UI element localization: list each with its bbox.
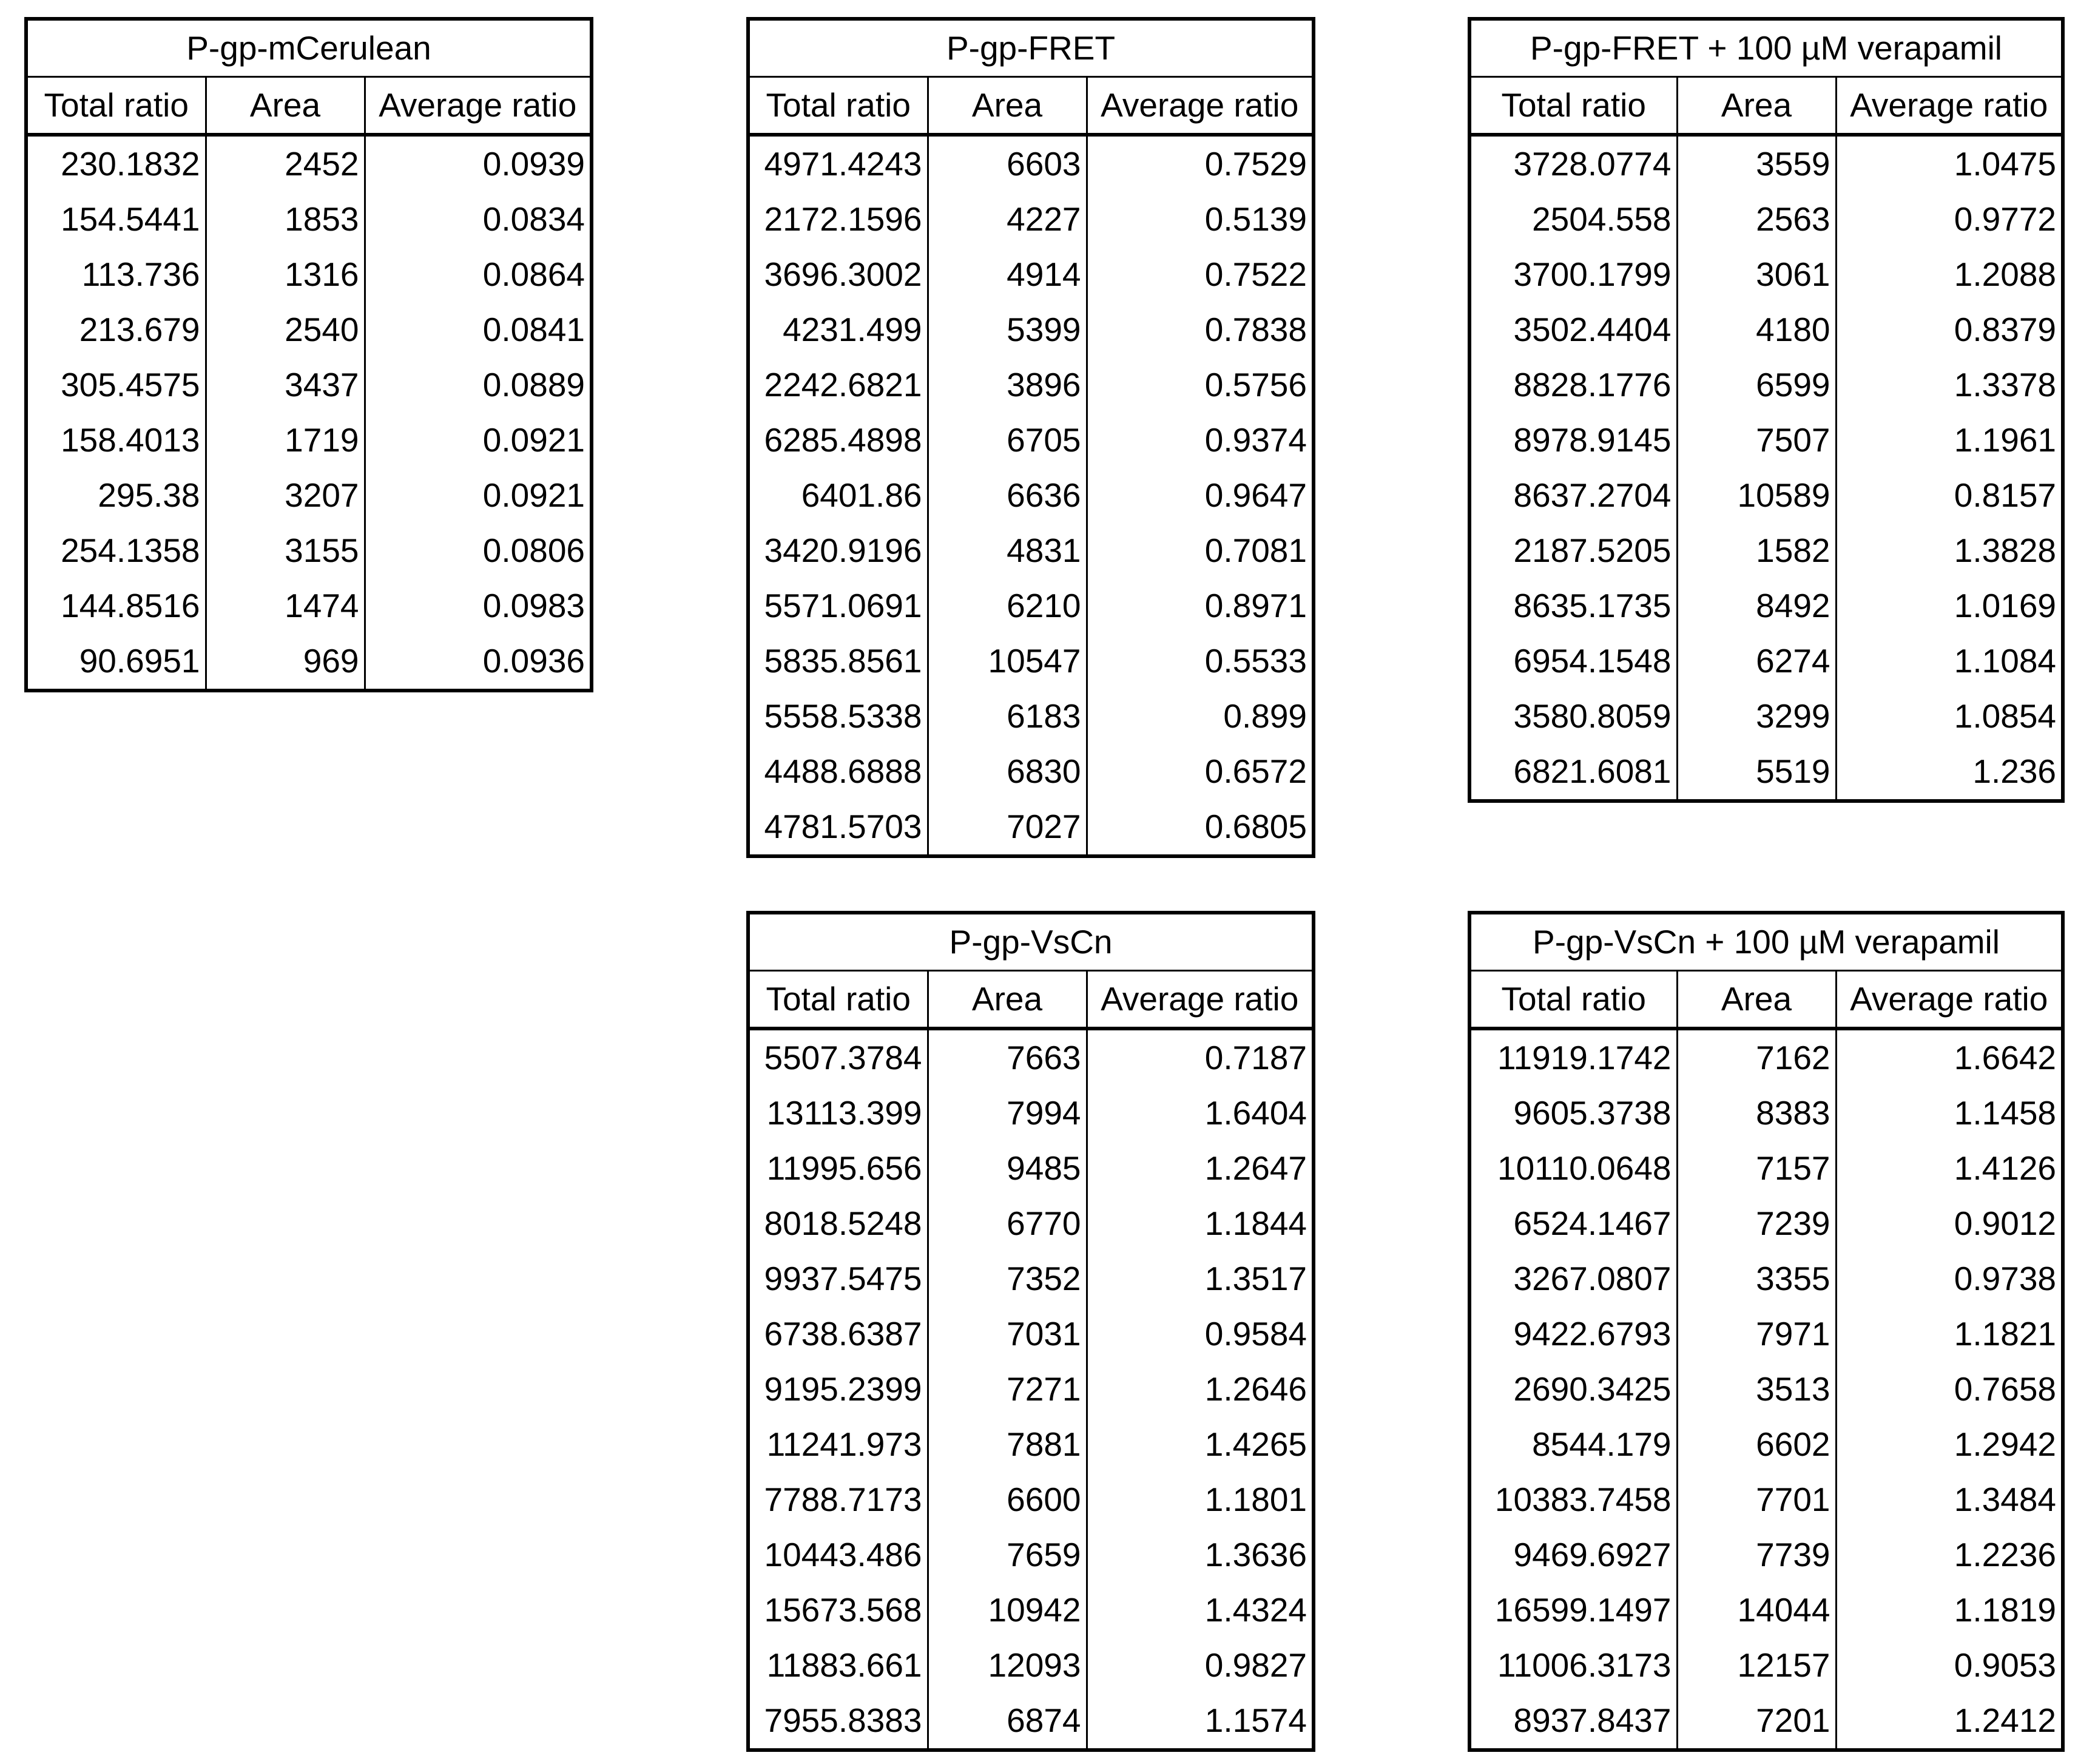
average-ratio-cell: 1.4265 (1087, 1417, 1314, 1472)
area-cell: 7507 (1677, 413, 1836, 468)
average-ratio-cell: 0.6572 (1087, 744, 1314, 799)
table-fret (746, 17, 1315, 858)
area-cell: 1582 (1677, 523, 1836, 578)
average-ratio-cell: 0.8971 (1087, 578, 1314, 634)
total-ratio-cell: 7955.8383 (748, 1693, 928, 1750)
table-row (748, 1086, 1314, 1141)
area-cell: 4227 (928, 192, 1087, 247)
average-ratio-cell: 0.0834 (365, 192, 592, 247)
area-cell: 12093 (928, 1638, 1087, 1693)
area-cell: 7031 (928, 1306, 1087, 1362)
area-cell: 3155 (206, 523, 365, 578)
average-ratio-cell: 0.7081 (1087, 523, 1314, 578)
area-cell: 2452 (206, 135, 365, 192)
total-ratio-cell: 5835.8561 (748, 634, 928, 689)
table-row (26, 578, 592, 634)
average-ratio-cell: 0.7658 (1836, 1362, 2063, 1417)
table-row (748, 799, 1314, 856)
table-row (1469, 523, 2063, 578)
average-ratio-cell: 1.0169 (1836, 578, 2063, 634)
column-header-average-ratio: Average ratio (365, 77, 592, 135)
table-row (1469, 1472, 2063, 1527)
total-ratio-cell: 10110.0648 (1469, 1141, 1677, 1196)
table-row (26, 357, 592, 413)
table-row (26, 247, 592, 302)
column-header-area: Area (1677, 971, 1836, 1029)
area-cell: 5519 (1677, 744, 1836, 801)
table-row (748, 1306, 1314, 1362)
average-ratio-cell: 1.2088 (1836, 247, 2063, 302)
total-ratio-cell: 15673.568 (748, 1583, 928, 1638)
table-row (748, 468, 1314, 523)
area-cell: 7881 (928, 1417, 1087, 1472)
area-cell: 7239 (1677, 1196, 1836, 1251)
total-ratio-cell: 9195.2399 (748, 1362, 928, 1417)
table-row (748, 1472, 1314, 1527)
average-ratio-cell: 0.7187 (1087, 1029, 1314, 1086)
average-ratio-cell: 0.9374 (1087, 413, 1314, 468)
total-ratio-cell: 3728.0774 (1469, 135, 1677, 192)
total-ratio-cell: 4488.6888 (748, 744, 928, 799)
average-ratio-cell: 1.2236 (1836, 1527, 2063, 1583)
area-cell: 1474 (206, 578, 365, 634)
average-ratio-cell: 0.8379 (1836, 302, 2063, 357)
area-cell: 5399 (928, 302, 1087, 357)
total-ratio-cell: 11919.1742 (1469, 1029, 1677, 1086)
total-ratio-cell: 9605.3738 (1469, 1086, 1677, 1141)
area-cell: 6603 (928, 135, 1087, 192)
table-row (1469, 357, 2063, 413)
average-ratio-cell: 1.4126 (1836, 1141, 2063, 1196)
average-ratio-cell: 0.7838 (1087, 302, 1314, 357)
area-cell: 14044 (1677, 1583, 1836, 1638)
column-header-average-ratio: Average ratio (1836, 77, 2063, 135)
column-header-area: Area (1677, 77, 1836, 135)
average-ratio-cell: 0.9012 (1836, 1196, 2063, 1251)
area-cell: 3061 (1677, 247, 1836, 302)
total-ratio-cell: 8978.9145 (1469, 413, 1677, 468)
average-ratio-cell: 0.0841 (365, 302, 592, 357)
total-ratio-cell: 5507.3784 (748, 1029, 928, 1086)
total-ratio-cell: 9469.6927 (1469, 1527, 1677, 1583)
average-ratio-cell: 1.0854 (1836, 689, 2063, 744)
area-cell: 4914 (928, 247, 1087, 302)
total-ratio-cell: 3502.4404 (1469, 302, 1677, 357)
average-ratio-cell: 0.0864 (365, 247, 592, 302)
area-cell: 6705 (928, 413, 1087, 468)
average-ratio-cell: 1.2412 (1836, 1693, 2063, 1750)
area-cell: 6636 (928, 468, 1087, 523)
total-ratio-cell: 3420.9196 (748, 523, 928, 578)
table-row (1469, 1251, 2063, 1306)
total-ratio-cell: 3267.0807 (1469, 1251, 1677, 1306)
average-ratio-cell: 0.9053 (1836, 1638, 2063, 1693)
total-ratio-cell: 213.679 (26, 302, 206, 357)
area-cell: 3207 (206, 468, 365, 523)
table-row (748, 1693, 1314, 1750)
total-ratio-cell: 6738.6387 (748, 1306, 928, 1362)
table-row (748, 1141, 1314, 1196)
average-ratio-cell: 0.9584 (1087, 1306, 1314, 1362)
average-ratio-cell: 1.6404 (1087, 1086, 1314, 1141)
average-ratio-cell: 0.0983 (365, 578, 592, 634)
total-ratio-cell: 2187.5205 (1469, 523, 1677, 578)
area-cell: 10942 (928, 1583, 1087, 1638)
table-title: P-gp-FRET + 100 µM verapamil (1469, 19, 2063, 77)
total-ratio-cell: 2690.3425 (1469, 1362, 1677, 1417)
average-ratio-cell: 0.0939 (365, 135, 592, 192)
column-header-total-ratio: Total ratio (748, 77, 928, 135)
table-row (748, 634, 1314, 689)
table-row (748, 689, 1314, 744)
average-ratio-cell: 1.3378 (1836, 357, 2063, 413)
table-row (748, 1196, 1314, 1251)
area-cell: 7971 (1677, 1306, 1836, 1362)
average-ratio-cell: 1.6642 (1836, 1029, 2063, 1086)
total-ratio-cell: 6401.86 (748, 468, 928, 523)
total-ratio-cell: 6285.4898 (748, 413, 928, 468)
table-row (748, 578, 1314, 634)
table-row (1469, 247, 2063, 302)
table-vscn (746, 911, 1315, 1752)
area-cell: 4831 (928, 523, 1087, 578)
total-ratio-cell: 13113.399 (748, 1086, 928, 1141)
average-ratio-cell: 1.3517 (1087, 1251, 1314, 1306)
table-row (1469, 1527, 2063, 1583)
table-row (26, 413, 592, 468)
table-row (1469, 1638, 2063, 1693)
total-ratio-cell: 305.4575 (26, 357, 206, 413)
table-fret-verapamil (1468, 17, 2065, 803)
table-row (748, 1417, 1314, 1472)
total-ratio-cell: 90.6951 (26, 634, 206, 691)
area-cell: 7739 (1677, 1527, 1836, 1583)
average-ratio-cell: 0.6805 (1087, 799, 1314, 856)
table-title: P-gp-VsCn (748, 913, 1314, 971)
area-cell: 7663 (928, 1029, 1087, 1086)
total-ratio-cell: 8637.2704 (1469, 468, 1677, 523)
average-ratio-cell: 0.9647 (1087, 468, 1314, 523)
total-ratio-cell: 9937.5475 (748, 1251, 928, 1306)
table-row (748, 744, 1314, 799)
table-row (748, 1251, 1314, 1306)
area-cell: 8492 (1677, 578, 1836, 634)
area-cell: 3513 (1677, 1362, 1836, 1417)
total-ratio-cell: 8544.179 (1469, 1417, 1677, 1472)
area-cell: 6600 (928, 1472, 1087, 1527)
average-ratio-cell: 1.1084 (1836, 634, 2063, 689)
area-cell: 7201 (1677, 1693, 1836, 1750)
table-title: P-gp-VsCn + 100 µM verapamil (1469, 913, 2063, 971)
area-cell: 6874 (928, 1693, 1087, 1750)
area-cell: 6183 (928, 689, 1087, 744)
total-ratio-cell: 8018.5248 (748, 1196, 928, 1251)
table-row (1469, 1086, 2063, 1141)
area-cell: 6602 (1677, 1417, 1836, 1472)
total-ratio-cell: 7788.7173 (748, 1472, 928, 1527)
area-cell: 1853 (206, 192, 365, 247)
area-cell: 3355 (1677, 1251, 1836, 1306)
column-header-average-ratio: Average ratio (1836, 971, 2063, 1029)
table-title: P-gp-FRET (748, 19, 1314, 77)
average-ratio-cell: 0.7529 (1087, 135, 1314, 192)
average-ratio-cell: 1.1821 (1836, 1306, 2063, 1362)
average-ratio-cell: 1.1458 (1836, 1086, 2063, 1141)
area-cell: 7659 (928, 1527, 1087, 1583)
total-ratio-cell: 4781.5703 (748, 799, 928, 856)
table-row (748, 302, 1314, 357)
area-cell: 7701 (1677, 1472, 1836, 1527)
average-ratio-cell: 1.2942 (1836, 1417, 2063, 1472)
total-ratio-cell: 4971.4243 (748, 135, 928, 192)
area-cell: 7271 (928, 1362, 1087, 1417)
average-ratio-cell: 0.5139 (1087, 192, 1314, 247)
table-row (1469, 413, 2063, 468)
area-cell: 9485 (928, 1141, 1087, 1196)
average-ratio-cell: 1.1961 (1836, 413, 2063, 468)
average-ratio-cell: 1.0475 (1836, 135, 2063, 192)
area-cell: 4180 (1677, 302, 1836, 357)
area-cell: 6599 (1677, 357, 1836, 413)
area-cell: 7162 (1677, 1029, 1836, 1086)
total-ratio-cell: 6524.1467 (1469, 1196, 1677, 1251)
area-cell: 6830 (928, 744, 1087, 799)
total-ratio-cell: 10383.7458 (1469, 1472, 1677, 1527)
total-ratio-cell: 254.1358 (26, 523, 206, 578)
area-cell: 3559 (1677, 135, 1836, 192)
table-row (1469, 1196, 2063, 1251)
area-cell: 969 (206, 634, 365, 691)
table-row (1469, 634, 2063, 689)
table-row (748, 523, 1314, 578)
total-ratio-cell: 8828.1776 (1469, 357, 1677, 413)
total-ratio-cell: 2172.1596 (748, 192, 928, 247)
area-cell: 10547 (928, 634, 1087, 689)
area-cell: 7352 (928, 1251, 1087, 1306)
area-cell: 1719 (206, 413, 365, 468)
table-row (748, 192, 1314, 247)
average-ratio-cell: 0.5533 (1087, 634, 1314, 689)
column-header-total-ratio: Total ratio (26, 77, 206, 135)
total-ratio-cell: 4231.499 (748, 302, 928, 357)
average-ratio-cell: 1.236 (1836, 744, 2063, 801)
table-row (26, 634, 592, 691)
area-cell: 7027 (928, 799, 1087, 856)
area-cell: 2563 (1677, 192, 1836, 247)
total-ratio-cell: 5571.0691 (748, 578, 928, 634)
area-cell: 3437 (206, 357, 365, 413)
average-ratio-cell: 1.1819 (1836, 1583, 2063, 1638)
total-ratio-cell: 6954.1548 (1469, 634, 1677, 689)
table-row (748, 357, 1314, 413)
total-ratio-cell: 3700.1799 (1469, 247, 1677, 302)
table-row (748, 1527, 1314, 1583)
table-row (1469, 1583, 2063, 1638)
area-cell: 3896 (928, 357, 1087, 413)
total-ratio-cell: 158.4013 (26, 413, 206, 468)
average-ratio-cell: 0.0921 (365, 468, 592, 523)
table-row (748, 413, 1314, 468)
total-ratio-cell: 11883.661 (748, 1638, 928, 1693)
table-row (1469, 744, 2063, 801)
table-row (1469, 468, 2063, 523)
table-row (748, 1362, 1314, 1417)
total-ratio-cell: 230.1832 (26, 135, 206, 192)
average-ratio-cell: 1.3636 (1087, 1527, 1314, 1583)
table-row (748, 1583, 1314, 1638)
table-row (26, 135, 592, 192)
area-cell: 3299 (1677, 689, 1836, 744)
table-row (1469, 689, 2063, 744)
area-cell: 6770 (928, 1196, 1087, 1251)
table-row (1469, 192, 2063, 247)
total-ratio-cell: 2504.558 (1469, 192, 1677, 247)
average-ratio-cell: 0.5756 (1087, 357, 1314, 413)
column-header-area: Area (928, 971, 1087, 1029)
average-ratio-cell: 1.4324 (1087, 1583, 1314, 1638)
table-row (1469, 578, 2063, 634)
table-row (1469, 1306, 2063, 1362)
area-cell: 12157 (1677, 1638, 1836, 1693)
average-ratio-cell: 0.899 (1087, 689, 1314, 744)
table-row (26, 523, 592, 578)
table-row (26, 192, 592, 247)
total-ratio-cell: 9422.6793 (1469, 1306, 1677, 1362)
average-ratio-cell: 1.2646 (1087, 1362, 1314, 1417)
total-ratio-cell: 11006.3173 (1469, 1638, 1677, 1693)
column-header-area: Area (206, 77, 365, 135)
average-ratio-cell: 0.9738 (1836, 1251, 2063, 1306)
table-row (1469, 1029, 2063, 1086)
area-cell: 10589 (1677, 468, 1836, 523)
column-header-average-ratio: Average ratio (1087, 971, 1314, 1029)
total-ratio-cell: 8635.1735 (1469, 578, 1677, 634)
area-cell: 6210 (928, 578, 1087, 634)
average-ratio-cell: 1.3828 (1836, 523, 2063, 578)
average-ratio-cell: 0.8157 (1836, 468, 2063, 523)
area-cell: 7157 (1677, 1141, 1836, 1196)
total-ratio-cell: 3696.3002 (748, 247, 928, 302)
total-ratio-cell: 8937.8437 (1469, 1693, 1677, 1750)
table-row (748, 135, 1314, 192)
table-row (1469, 1141, 2063, 1196)
table-row (1469, 135, 2063, 192)
average-ratio-cell: 1.2647 (1087, 1141, 1314, 1196)
average-ratio-cell: 1.1844 (1087, 1196, 1314, 1251)
table-row (748, 1638, 1314, 1693)
area-cell: 7994 (928, 1086, 1087, 1141)
table-vscn-verapamil (1468, 911, 2065, 1752)
column-header-total-ratio: Total ratio (1469, 971, 1677, 1029)
average-ratio-cell: 0.9827 (1087, 1638, 1314, 1693)
average-ratio-cell: 1.3484 (1836, 1472, 2063, 1527)
average-ratio-cell: 0.0806 (365, 523, 592, 578)
total-ratio-cell: 113.736 (26, 247, 206, 302)
table-row (1469, 1362, 2063, 1417)
area-cell: 1316 (206, 247, 365, 302)
table-row (748, 247, 1314, 302)
total-ratio-cell: 3580.8059 (1469, 689, 1677, 744)
average-ratio-cell: 0.0889 (365, 357, 592, 413)
average-ratio-cell: 1.1801 (1087, 1472, 1314, 1527)
area-cell: 2540 (206, 302, 365, 357)
table-mcerulean (24, 17, 593, 692)
total-ratio-cell: 5558.5338 (748, 689, 928, 744)
table-row (26, 468, 592, 523)
total-ratio-cell: 2242.6821 (748, 357, 928, 413)
area-cell: 6274 (1677, 634, 1836, 689)
average-ratio-cell: 1.1574 (1087, 1693, 1314, 1750)
table-row (748, 1029, 1314, 1086)
column-header-total-ratio: Total ratio (1469, 77, 1677, 135)
table-row (26, 302, 592, 357)
table-row (1469, 302, 2063, 357)
table-row (1469, 1417, 2063, 1472)
column-header-area: Area (928, 77, 1087, 135)
total-ratio-cell: 16599.1497 (1469, 1583, 1677, 1638)
total-ratio-cell: 295.38 (26, 468, 206, 523)
average-ratio-cell: 0.0936 (365, 634, 592, 691)
total-ratio-cell: 154.5441 (26, 192, 206, 247)
average-ratio-cell: 0.7522 (1087, 247, 1314, 302)
area-cell: 8383 (1677, 1086, 1836, 1141)
average-ratio-cell: 0.0921 (365, 413, 592, 468)
average-ratio-cell: 0.9772 (1836, 192, 2063, 247)
table-row (1469, 1693, 2063, 1750)
total-ratio-cell: 10443.486 (748, 1527, 928, 1583)
total-ratio-cell: 6821.6081 (1469, 744, 1677, 801)
table-title: P-gp-mCerulean (26, 19, 592, 77)
total-ratio-cell: 11241.973 (748, 1417, 928, 1472)
total-ratio-cell: 11995.656 (748, 1141, 928, 1196)
total-ratio-cell: 144.8516 (26, 578, 206, 634)
column-header-total-ratio: Total ratio (748, 971, 928, 1029)
column-header-average-ratio: Average ratio (1087, 77, 1314, 135)
